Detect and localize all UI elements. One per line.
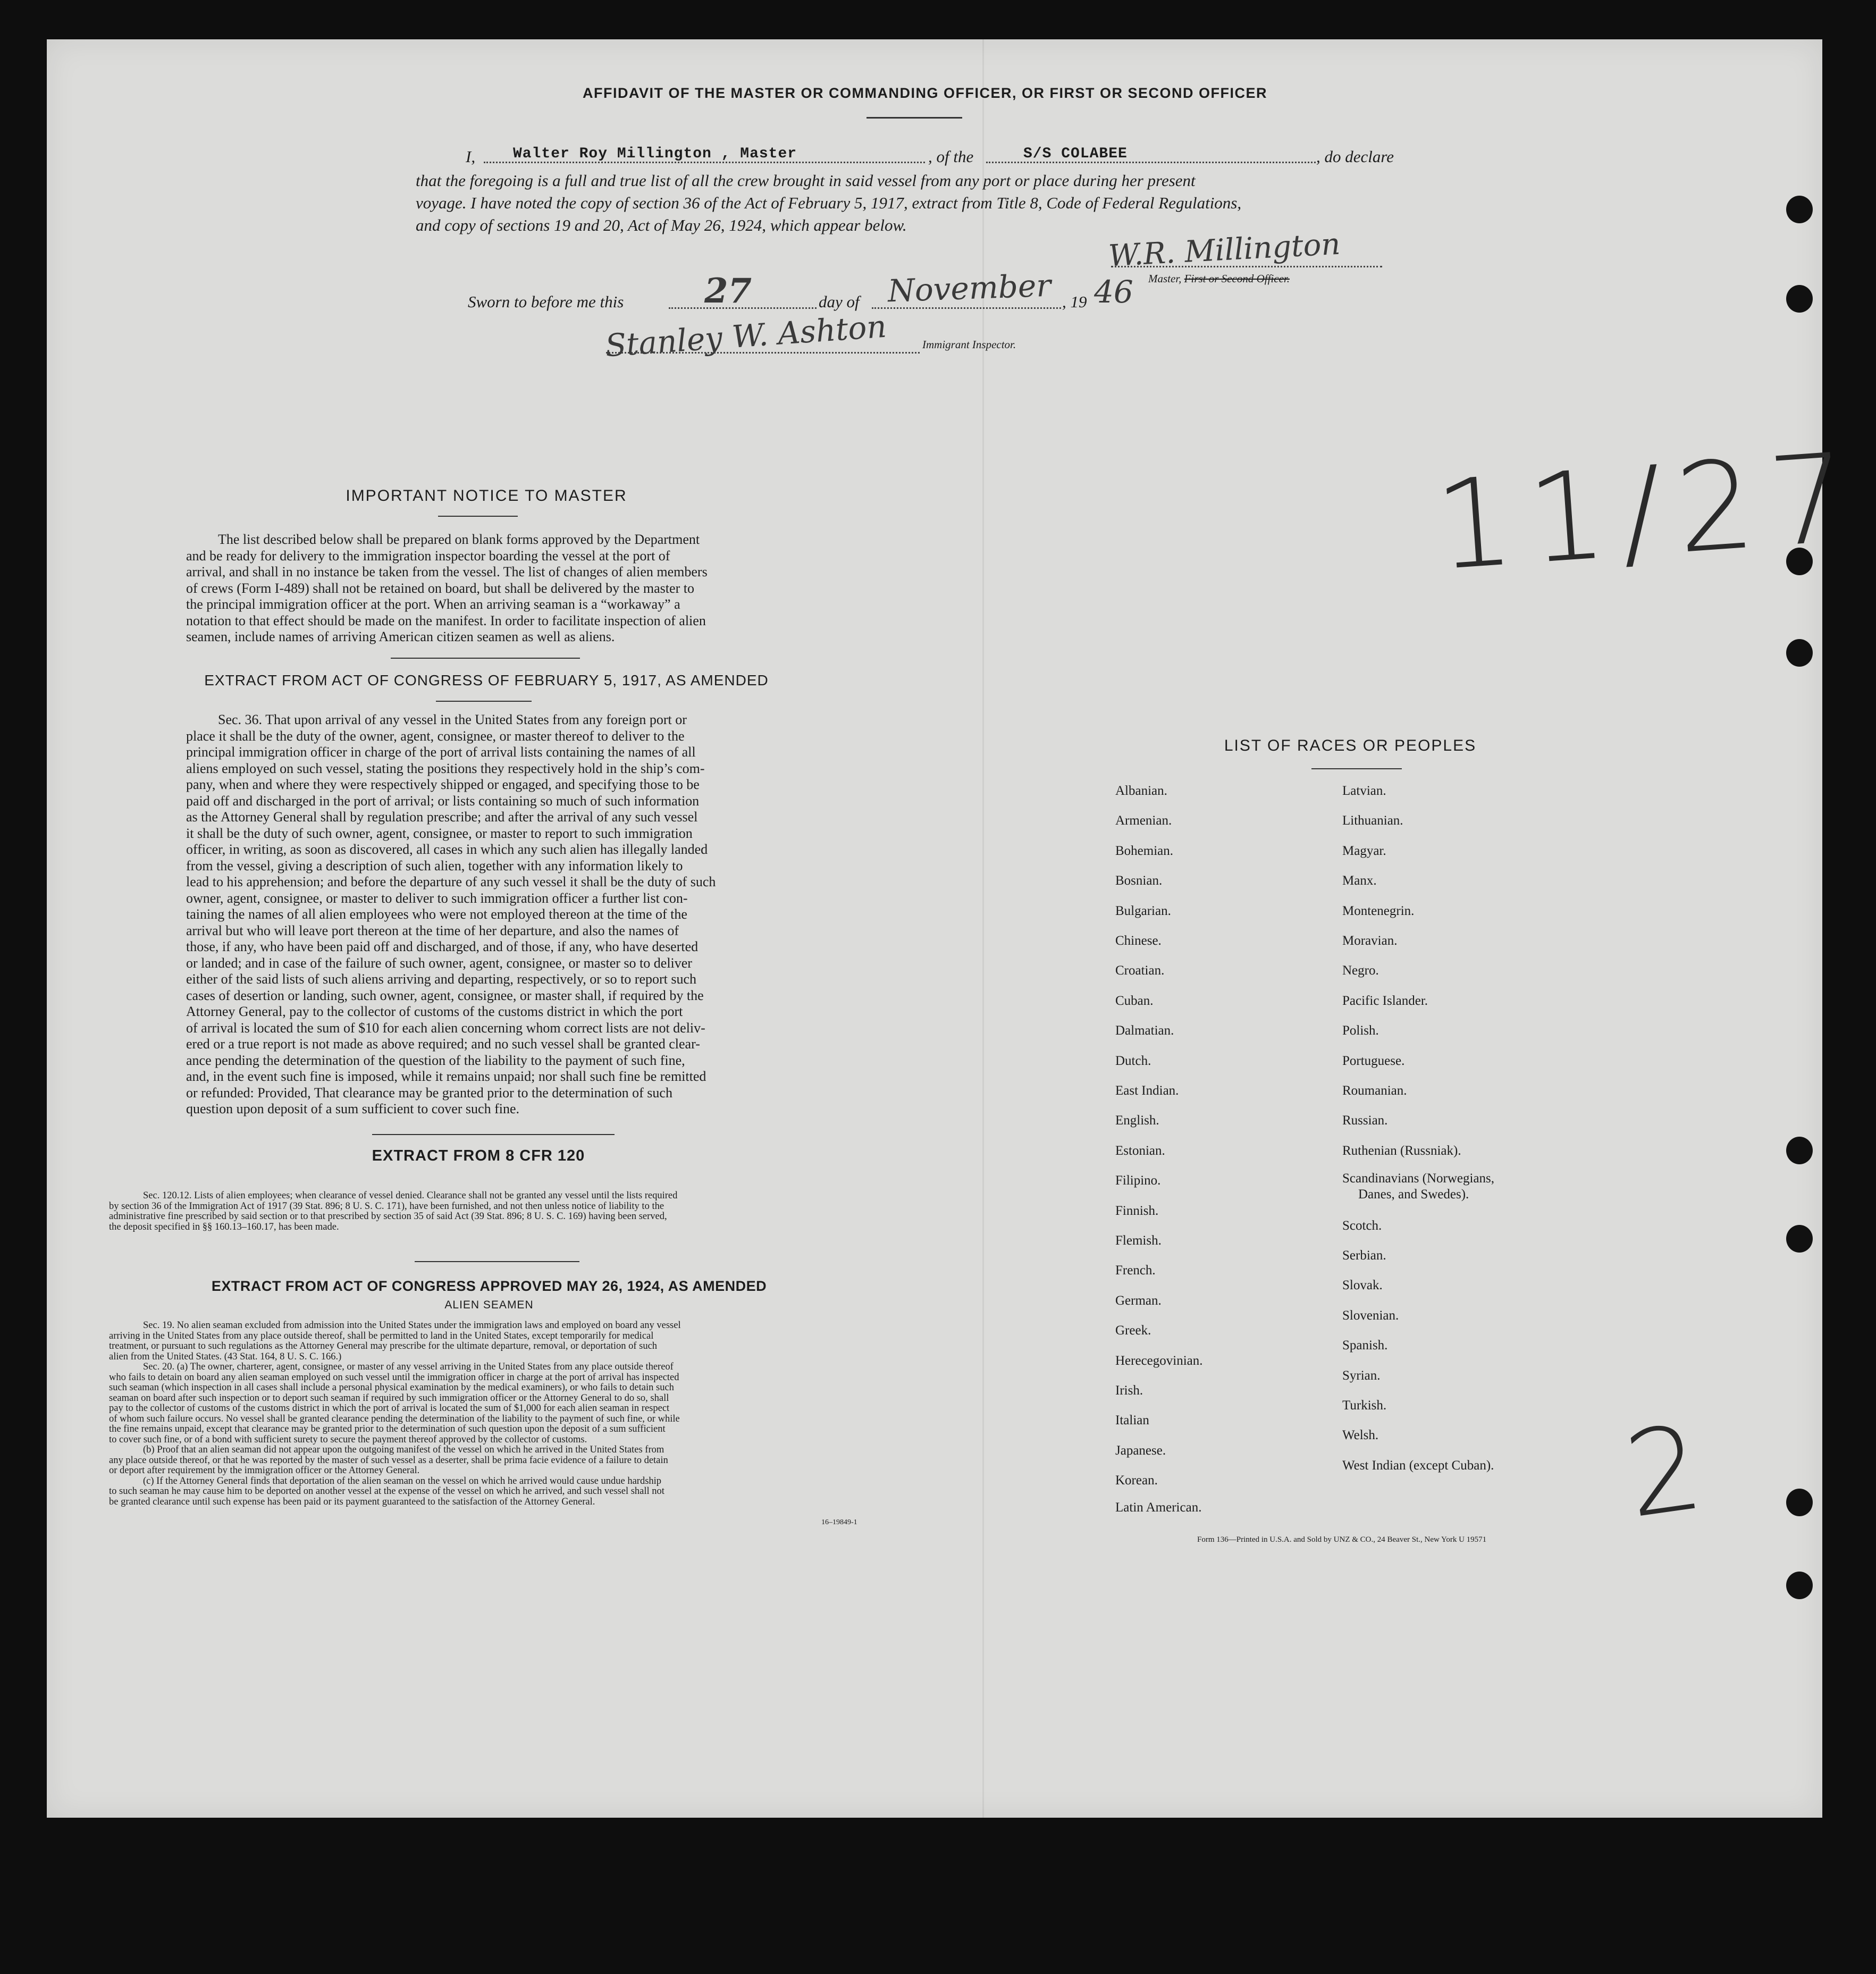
extract-1924-body (109, 1321, 872, 1507)
race-item: Irish. (1115, 1383, 1143, 1398)
extract-line: either of the said lists of such aliens arriving and departing, respectively, or so to report such (186, 971, 697, 987)
section-divider (372, 1134, 615, 1135)
year-value: 46 (1094, 274, 1133, 310)
race-item: Latin American. (1115, 1500, 1202, 1515)
extract-line: and, in the event such fine is imposed, while it remains unpaid; nor shall such fine be remitted (186, 1069, 706, 1084)
inspector-line (606, 352, 920, 354)
race-item: Roumanian. (1342, 1083, 1407, 1098)
seaman-line: Sec. 20. (a) The owner, charterer, agent, consignee, or master of any vessel arriving in the United States from any place outside thereof (143, 1362, 674, 1372)
race-item: Albanian. (1115, 784, 1167, 798)
race-item: Polish. (1342, 1023, 1379, 1038)
sworn-label: Sworn to before me this (468, 292, 624, 311)
punch-hole (1786, 196, 1813, 223)
extract-line: cases of desertion or landing, such owner, agent, consignee, or master shall, if required by the (186, 987, 704, 1003)
race-item: Scandinavians (Norwegians, (1342, 1171, 1495, 1186)
race-item: Slovak. (1342, 1278, 1383, 1292)
extract-line: it shall be the duty of such owner, agent, consignee, or master to report to such immigration (186, 825, 693, 841)
race-item: Dalmatian. (1115, 1023, 1174, 1038)
extract-line: paid off and discharged in the port of arrival; or lists containing so much of such information (186, 793, 700, 809)
signature-line (1111, 266, 1382, 267)
cfr-line: Sec. 120.12. Lists of alien employees; when clearance of vessel denied. Clearance shall not be granted any vessel until the lists required (143, 1190, 678, 1201)
race-item: German. (1115, 1293, 1162, 1308)
punch-hole (1786, 639, 1813, 667)
notice-line: and be ready for delivery to the immigration inspector boarding the vessel at the port of (186, 548, 670, 564)
race-item: Serbian. (1342, 1248, 1386, 1263)
seaman-line: any place outside thereof, or that he was reported by the master of such vessel as a deserter, shall be prima facie evidence of a failure to detain (109, 1455, 668, 1466)
punch-hole (1786, 1572, 1813, 1599)
notice-line: The list described below shall be prepared on blank forms approved by the Department (218, 532, 700, 547)
race-item: Negro. (1342, 963, 1379, 978)
form-footer: Form 136—Printed in U.S.A. and Sold by UNZ & CO., 24 Beaver St., New York U 19571 (1197, 1535, 1487, 1544)
race-item: Japanese. (1115, 1443, 1166, 1458)
fold-line (982, 39, 984, 1818)
punch-hole (1786, 1137, 1813, 1164)
affidavit-line-2: that the foregoing is a full and true list of all the crew brought in said vessel from any port or place during her present (416, 171, 1196, 190)
extract-line: officer, in writing, as soon as discovered, all cases in which any such alien has illegally landed (186, 842, 708, 857)
extract-1924-subtitle: ALIEN SEAMEN (444, 1299, 534, 1311)
master-signature: W.R. Millington (1107, 226, 1341, 274)
races-rule (1311, 768, 1402, 769)
extract-line: principal immigration officer in charge of the port of arrival lists containing the names of all (186, 744, 696, 760)
seaman-line: to such seaman he may cause him to be deported on another vessel at the expense of the vessel on which he arrived, and such vessel shall not (109, 1486, 664, 1497)
race-item: Bulgarian. (1115, 904, 1171, 918)
seaman-line: arriving in the United States from any place outside thereof, shall be permitted to land in the United States, except temporarily for medical (109, 1330, 654, 1341)
cfr-line: administrative fine prescribed by said section or to that prescribed by section 35 of said Act (39 Stat. 896; 8 U. S. C. 169) having been served, (109, 1211, 667, 1222)
notice-line: the principal immigration officer at the port. When an arriving seaman is a “workaway” a (186, 597, 680, 612)
notice-rule (438, 516, 518, 517)
race-item: Portuguese. (1342, 1054, 1405, 1068)
seaman-line: such seaman (which inspection in all cases shall include a personal physical examination by the medical examiners), or who fails to detain such (109, 1382, 674, 1393)
seaman-line: be granted clearance until such expense has been paid or its payment guaranteed to the satisfaction of the Attorney General. (109, 1496, 595, 1507)
race-item: Korean. (1115, 1473, 1158, 1488)
extract-line: lead to his apprehension; and before the departure of any such vessel it shall be the duty of such (186, 874, 716, 889)
extract-line: Attorney General, pay to the collector of customs of the customs district in which the port (186, 1004, 683, 1019)
notice-line: of crews (Form I-489) shall not be retained on board, but shall be delivered by the master to (186, 580, 694, 596)
seaman-line: treatment, or pursuant to such regulations as the Attorney General may prescribe for the ultimate departure, removal, or deportation of such (109, 1341, 658, 1351)
master-name: Walter Roy Millington , Master (513, 146, 797, 162)
cfr-body (109, 1191, 872, 1232)
race-item: Welsh. (1342, 1428, 1379, 1442)
punch-hole (1786, 1225, 1813, 1253)
race-item: East Indian. (1115, 1083, 1179, 1098)
of-the-label: , of the (928, 147, 974, 166)
punch-hole (1786, 1489, 1813, 1516)
seaman-line: who fails to detain on board any alien seaman employed on such vessel until the immigration officer in charge at the port of arrival has inspected (109, 1372, 679, 1383)
race-item: Chinese. (1115, 934, 1162, 948)
extract-line: of arrival is located the sum of $10 for each alien concerning whom correct lists are not deliv- (186, 1020, 705, 1036)
race-item: Magyar. (1342, 844, 1386, 858)
extract-1917-title: EXTRACT FROM ACT OF CONGRESS OF FEBRUARY 5, 1917, AS AMENDED (204, 672, 769, 688)
race-item: Moravian. (1342, 934, 1398, 948)
race-item: Dutch. (1115, 1054, 1151, 1068)
i-label: I, (466, 147, 476, 166)
race-item: Armenian. (1115, 813, 1172, 828)
cfr-line: the deposit specified in §§ 160.13–160.17, has been made. (109, 1221, 339, 1232)
seaman-line: (c) If the Attorney General finds that deportation of the alien seaman on the vessel on which he arrived would cause undue hardship (143, 1475, 662, 1486)
extract-line: or landed; and in case of the failure of such owner, agent, consignee, or master so to deliver (186, 955, 692, 971)
race-item: Flemish. (1115, 1233, 1162, 1248)
affidavit-line-3: voyage. I have noted the copy of section 36 of the Act of February 5, 1917, extract from Title 8, Code of Federal Regulations, (416, 194, 1242, 212)
cfr-line: by section 36 of the Immigration Act of 1917 (39 Stat. 896; 8 U. S. C. 171), have been furnished, and not then unless notice of liability to the (109, 1200, 664, 1212)
seaman-line: of whom such failure occurs. No vessel shall be granted clearance pending the determination of the liability to the payment of such fine, or while (109, 1413, 680, 1424)
inspector-label: Immigrant Inspector. (922, 338, 1016, 351)
seaman-line: to cover such fine, or of a bond with sufficient surety to secure the payment thereof approved by the collector of customs. (109, 1434, 587, 1445)
year-prefix: , 19 (1062, 292, 1087, 311)
master-title (1148, 272, 1290, 285)
race-item: Croatian. (1115, 963, 1165, 978)
extract-line: ered or a true report is not made as above required; and no such vessel shall be granted clear- (186, 1036, 700, 1052)
extract-line: from the vessel, giving a description of such alien, together with any information likely to (186, 858, 683, 873)
extract-1924-title: EXTRACT FROM ACT OF CONGRESS APPROVED MAY 26, 1924, AS AMENDED (211, 1278, 767, 1294)
race-item: Ruthenian (Russniak). (1342, 1144, 1461, 1158)
extract-line: question upon deposit of a sum sufficient to cover such fine. (186, 1101, 520, 1116)
race-item: Syrian. (1342, 1368, 1381, 1383)
seaman-line: alien from the United States. (43 Stat. 164, 8 U. S. C. 166.) (109, 1351, 342, 1362)
cfr-title: EXTRACT FROM 8 CFR 120 (372, 1147, 585, 1164)
race-item: Bohemian. (1115, 844, 1174, 858)
race-item: Greek. (1115, 1323, 1151, 1338)
notice-line: notation to that effect should be made on the manifest. In order to facilitate inspection of alien (186, 612, 706, 628)
race-item: Danes, and Swedes). (1358, 1187, 1469, 1202)
day-of-label: day of (819, 292, 860, 311)
seaman-line: or deport after requirement by the immigration officer or the Attorney General. (109, 1465, 420, 1476)
day-value: 27 (704, 271, 752, 311)
race-item: Pacific Islander. (1342, 994, 1428, 1008)
notice-line: arrival, and shall in no instance be taken from the vessel. The list of changes of alien members (186, 564, 708, 579)
race-item: Scotch. (1342, 1219, 1382, 1233)
extract-line: or refunded: Provided, That clearance may be granted prior to the determination of such (186, 1085, 672, 1101)
race-item: Filipino. (1115, 1173, 1161, 1188)
extract-line: Sec. 36. That upon arrival of any vessel in the United States from any foreign port or (218, 712, 687, 727)
race-item: Turkish. (1342, 1398, 1387, 1413)
extract-line: aliens employed on such vessel, stating the positions they respectively hold in the ship’s com- (186, 760, 705, 776)
extract-line: as the Attorney General shall by regulation prescribe; and after the arrival of any such vessel (186, 809, 698, 825)
pencil-mark-annotation: 2 (1617, 1399, 1711, 1544)
pencil-date-annotation: 11/27 (1431, 426, 1867, 598)
extract-1917-rule (436, 701, 532, 702)
race-item: West Indian (except Cuban). (1342, 1458, 1494, 1473)
notice-line: seamen, include names of arriving American citizen seamen as well as aliens. (186, 629, 615, 644)
punch-hole (1786, 285, 1813, 313)
race-item: Spanish. (1342, 1338, 1388, 1353)
race-item: Cuban. (1115, 994, 1154, 1008)
notice-body (186, 532, 787, 645)
inspector-signature: Stanley W. Ashton (604, 308, 888, 364)
month-value: November (887, 267, 1052, 309)
race-item: Bosnian. (1115, 873, 1163, 888)
extract-line: arrival but who will leave port thereon at the time of her departure, and also the names of (186, 922, 679, 938)
race-item: Montenegrin. (1342, 904, 1415, 918)
seaman-line: pay to the collector of customs of the customs district in which the port of arrival is located the sum of $1,000 for each alien seaman in respect (109, 1403, 670, 1414)
extract-line: place it shall be the duty of the owner, agent, consignee, or master thereof to deliver to the (186, 728, 685, 744)
extract-line: ance pending the determination of the question of the liability to the payment of such fine, (186, 1052, 685, 1068)
affidavit-line-4: and copy of sections 19 and 20, Act of May 26, 1924, which appear below. (416, 216, 907, 234)
extract-line: owner, agent, consignee, or master to deliver to such immigration officer a further list con- (186, 890, 688, 906)
officer-struck-label: First or Second Officer. (1184, 272, 1290, 285)
do-declare-label: , do declare (1316, 147, 1394, 166)
race-item: Russian. (1342, 1113, 1388, 1128)
section-divider (391, 658, 580, 659)
race-item: Lithuanian. (1342, 813, 1403, 828)
notice-title: IMPORTANT NOTICE TO MASTER (346, 487, 627, 505)
affidavit-title: AFFIDAVIT OF THE MASTER OR COMMANDING OFFICER, OR FIRST OR SECOND OFFICER (583, 85, 1267, 101)
seaman-line: Sec. 19. No alien seaman excluded from admission into the United States under the immigration laws and employed on board any vessel (143, 1320, 681, 1331)
seaman-line: seaman on board after such inspection or to deport such seaman if required by such immigration officer or the Attorney General to do so, shall (109, 1392, 669, 1404)
seaman-line: the fine remains unpaid, except that clearance may be granted prior to the determination of such question upon the deposit of a sum sufficient (109, 1424, 666, 1434)
race-item: Finnish. (1115, 1204, 1159, 1218)
race-item: Slovenian. (1342, 1308, 1399, 1323)
section-divider (415, 1261, 579, 1262)
race-item: Herecegovinian. (1115, 1354, 1203, 1368)
master-label: Master, (1148, 272, 1182, 285)
vessel-name: S/S COLABEE (1023, 146, 1128, 162)
extract-line: taining the names of all alien employees who were not employed thereon at the time of the (186, 906, 687, 922)
races-title: LIST OF RACES OR PEOPLES (1224, 737, 1477, 754)
race-item: Manx. (1342, 873, 1377, 888)
seaman-line: (b) Proof that an alien seaman did not appear upon the outgoing manifest of the vessel on which he arrived in the United States from (143, 1444, 664, 1455)
race-item: Estonian. (1115, 1144, 1165, 1158)
extract-line: pany, when and where they were respectively shipped or engaged, and specifying those to be (186, 777, 700, 792)
race-item: French. (1115, 1263, 1156, 1278)
title-rule (867, 117, 962, 119)
extract-1917-body (186, 712, 787, 1118)
race-item: Italian (1115, 1413, 1149, 1427)
race-item: English. (1115, 1113, 1159, 1128)
form-code: 16–19849-1 (821, 1518, 857, 1526)
race-item: Latvian. (1342, 784, 1386, 798)
extract-line: those, if any, who have been paid off and discharged, and of those, if any, who have deserted (186, 939, 699, 954)
